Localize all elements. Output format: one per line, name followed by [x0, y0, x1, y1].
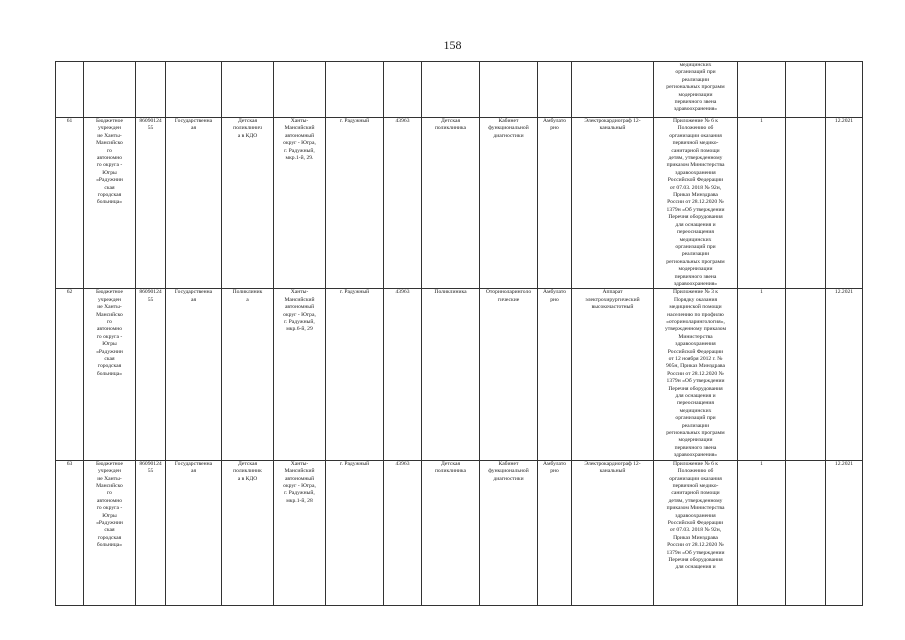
cell-empty — [56, 62, 84, 118]
table-row — [56, 460, 863, 605]
cell-legal-basis: Приложение № 6 к Положению об организации оказания первичной медико- санитарной помощи детям, утвержденному приказом Министерства здравоохранения Российской Федерации от 07.03. 2018 № 92н, Приказ Минздрава России от 28.12.2020 № 1379н «Об утверждении Перечня оборудования для оснащения и — [654, 460, 738, 605]
cell-organization: Бюджетное учрежден ие Ханты- Мансийско го автономно го округа - Югры «Радужнин ская городская больница» — [84, 460, 136, 605]
cell-ownership: Государственна ая — [166, 118, 222, 289]
cell-empty — [572, 62, 654, 118]
cell-empty — [480, 62, 538, 118]
cell-quantity: 1 — [738, 460, 786, 605]
cell-legal-basis: Приложение № 3 к Порядку оказания медицинской помощи населению по профилю «оториноларингология», утвержденному приказом Министерства здравоохранения Российской Федерации от 12 ноября 2012 г. № 905н, Приказ Минздрава России от 28.12.2020 № 1379н «Об утверждении Перечня оборудования для оснащения и переоснащения медицинских организаций при реализации региональных программ модернизации первичного звена здравоохранения» — [654, 289, 738, 460]
cell-department: Поликлиника — [422, 289, 480, 460]
cell-org-code: 86090124 55 — [136, 460, 166, 605]
cell-equipment: Аппарат электрохирургический высокочастотный — [572, 289, 654, 460]
cell-equipment: Электрокардиограф 12- канальный — [572, 460, 654, 605]
cell-empty — [422, 62, 480, 118]
cell-org-code: 86090124 55 — [136, 118, 166, 289]
cell-address: Ханты- Мансийский автономный округ - Югра, г. Радужный, мкр.1-й, 28 — [274, 460, 326, 605]
cell-room: Оториноларинголо гические — [480, 289, 538, 460]
cell-quantity: 1 — [738, 289, 786, 460]
cell-empty — [166, 62, 222, 118]
cell-date: 12.2021 — [826, 118, 863, 289]
cell-row-number: 61 — [56, 118, 84, 289]
cell-org-code: 86090124 55 — [136, 289, 166, 460]
equipment-registry-table — [55, 61, 863, 606]
cell-row-number: 63 — [56, 460, 84, 605]
cell-ownership: Государственна ая — [166, 460, 222, 605]
cell-department: Детская поликлиника — [422, 460, 480, 605]
cell-address: Ханты- Мансийский автономный округ - Югра, г. Радужный, мкр.6-й, 29 — [274, 289, 326, 460]
page-number: 158 — [443, 38, 462, 52]
cell-row-number: 62 — [56, 289, 84, 460]
cell-empty — [384, 62, 422, 118]
cell-empty — [538, 62, 572, 118]
cell-empty — [136, 62, 166, 118]
cell-quantity: 1 — [738, 118, 786, 289]
cell-city: г. Радужный — [326, 460, 384, 605]
cell-empty — [786, 118, 826, 289]
cell-empty — [738, 62, 786, 118]
cell-organization: Бюджетное учрежден ие Ханты- Мансийско го автономно го округа - Югры «Радужнин ская городская больница» — [84, 289, 136, 460]
cell-empty — [84, 62, 136, 118]
cell-empty — [786, 460, 826, 605]
cell-oktmo: 43963 — [384, 289, 422, 460]
cell-unit: Детская поликлинич а в КДО — [222, 118, 274, 289]
cell-care-type: Амбулато рно — [538, 289, 572, 460]
cell-organization: Бюджетное учрежден ие Ханты- Мансийско го автономно го округа - Югры «Радужнин ская городская больница» — [84, 118, 136, 289]
cell-date: 12.2021 — [826, 460, 863, 605]
table-row-continuation — [56, 62, 863, 118]
table-row — [56, 289, 863, 460]
cell-empty — [222, 62, 274, 118]
cell-unit: Детская поликлиник а в КДО — [222, 460, 274, 605]
table-row — [56, 118, 863, 289]
cell-care-type: Амбулато рно — [538, 118, 572, 289]
cell-room: Кабинет функциональной диагностики — [480, 118, 538, 289]
cell-empty — [826, 62, 863, 118]
cell-ownership: Государственна ая — [166, 289, 222, 460]
cell-city: г. Радужный — [326, 289, 384, 460]
cell-equipment: Электрокардиограф 12- канальный — [572, 118, 654, 289]
cell-empty — [786, 62, 826, 118]
cell-oktmo: 43963 — [384, 460, 422, 605]
cell-unit: Поликлиник а — [222, 289, 274, 460]
cell-legal-basis: медицинских организаций при реализации региональных программ модернизации первичного звена здравоохранения» — [654, 62, 738, 118]
cell-room: Кабинет функциональной диагностики — [480, 460, 538, 605]
cell-empty — [274, 62, 326, 118]
cell-legal-basis: Приложение № 6 к Положению об организации оказания первичной медико- санитарной помощи детям, утвержденному приказом Министерства здравоохранения Российской Федерации от 07.03. 2018 № 92н, Приказ Минздрава России от 28.12.2020 № 1379н «Об утверждении Перечня оборудования для оснащения и переоснащения медицинских организаций при реализации региональных программ модернизации первичного звена здравоохранения» — [654, 118, 738, 289]
cell-care-type: Амбулато рно — [538, 460, 572, 605]
cell-department: Детская поликлиника — [422, 118, 480, 289]
cell-address: Ханты- Мансийский автономный округ - Югра, г. Радужный, мкр.1-й, 29. — [274, 118, 326, 289]
cell-empty — [786, 289, 826, 460]
cell-city: г. Радужный — [326, 118, 384, 289]
cell-date: 12.2021 — [826, 289, 863, 460]
cell-oktmo: 43963 — [384, 118, 422, 289]
cell-empty — [326, 62, 384, 118]
